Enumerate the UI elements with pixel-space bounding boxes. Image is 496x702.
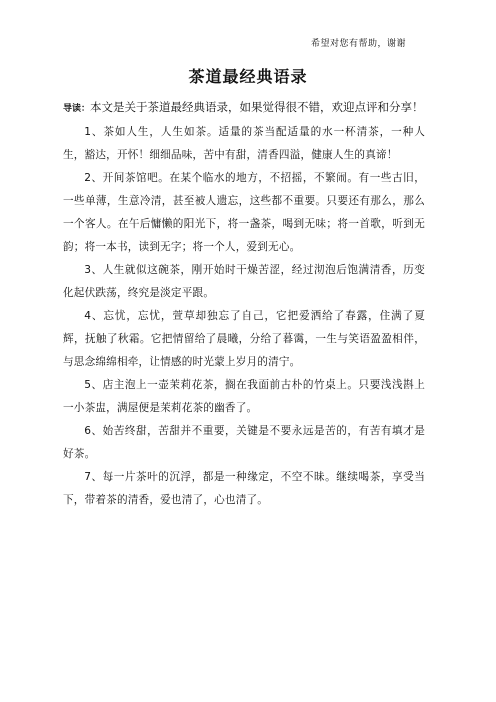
document-body bbox=[63, 96, 425, 512]
paragraph-1: 1、茶如人生，人生如茶。适量的茶当配适量的水一杯清茶，一种人生，豁达，开怀！细细品味，苦中有甜，清香四溢，健康人生的真谛！ bbox=[63, 126, 425, 161]
intro-text: 本文是关于茶道最经典语录，如果觉得很不错，欢迎点评和分享！ bbox=[90, 100, 424, 114]
paragraph-3: 3、人生就似这碗茶，刚开始时干燥苦涩，经过沏泡后饱满清香，历变化起伏跌荡，终究是淡定平跟。 bbox=[63, 264, 425, 299]
intro-label: 导读： bbox=[63, 104, 91, 114]
paragraph-6: 6、始苦终甜，苦甜并不重要，关键是不要永远是苦的，有苦有填才是好茶。 bbox=[63, 425, 425, 460]
paragraph-4: 4、忘忧，忘忧，萱草却独忘了自己，它把爱洒给了春露，住满了夏辉，抚触了秋霜。它把情留给了晨曦，分给了暮霭，一生与笑语盈盈相伴，与思念绵绵相牵，让情感的时光蒙上岁月的清宁。 bbox=[63, 310, 425, 368]
paragraph-2: 2、开间茶馆吧。在某个临水的地方，不招摇，不繁闹。有一些古旧，一些单薄，生意冷清，甚至被人遗忘，这些都不重要。只要还有那么，那么一个客人。在午后慵懒的阳光下，将一盏茶，喝到无味；将一首歌，听到无韵；将一本书，读到无字；将一个人，爱到无心。 bbox=[63, 172, 425, 253]
header-note: 希望对您有帮助，谢谢 bbox=[310, 39, 406, 49]
paragraph-5: 5、店主泡上一壶茉莉花茶，搁在我面前古朴的竹桌上。只要浅浅斟上一小茶盅，满屋便是茉莉花茶的幽香了。 bbox=[63, 379, 425, 414]
document-title: 茶道最经典语录 bbox=[188, 67, 308, 86]
paragraph-7: 7、每一片茶叶的沉浮，都是一种缘定，不空不昧。继续喝茶，享受当下，带着茶的清香，爱也清了，心也清了。 bbox=[63, 471, 425, 506]
intro-paragraph bbox=[63, 96, 425, 121]
